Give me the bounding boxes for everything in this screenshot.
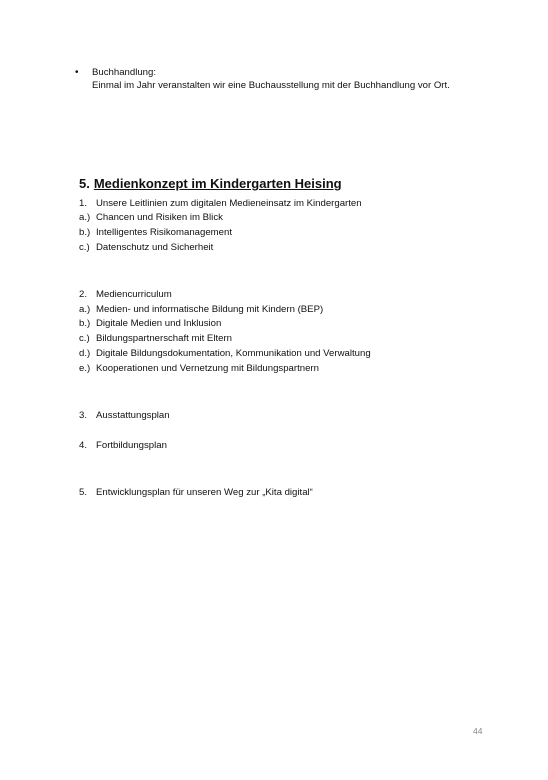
part4-title: Fortbildungsplan [96,440,167,451]
part4-number: 4. [79,440,88,451]
part2-item-text: Digitale Bildungsdokumentation, Kommunikation und Verwaltung [96,348,371,359]
part2-item-text: Digitale Medien und Inklusion [96,318,222,329]
part1-title: Unsere Leitlinien zum digitalen Medieneinsatz im Kindergarten [96,198,362,209]
part3-number: 3. [79,410,88,421]
section-number: 5. [79,176,90,191]
part5-title: Entwicklungsplan für unseren Weg zur „Kita digital“ [96,487,313,498]
part1-item-letter: c.) [79,242,90,253]
section-heading [79,176,342,192]
bullet-text: Einmal im Jahr veranstalten wir eine Buchausstellung mit der Buchhandlung vor Ort. [92,80,450,91]
page-number: 44 [473,726,483,736]
bullet-title: Buchhandlung: [92,67,157,78]
part2-item-letter: b.) [79,318,91,329]
part2-item-letter: e.) [79,363,91,374]
part2-item-letter: a.) [79,304,91,315]
part1-item-letter: b.) [79,227,91,238]
part2-title: Mediencurriculum [96,289,172,300]
part1-number: 1. [79,198,88,209]
part3-title: Ausstattungsplan [96,410,170,421]
part5-number: 5. [79,487,88,498]
part2-item-letter: d.) [79,348,91,359]
part1-item-text: Datenschutz und Sicherheit [96,242,214,253]
bullet-icon: • [75,67,79,78]
part1-item-text: Intelligentes Risikomanagement [96,227,232,238]
part2-item-text: Bildungspartnerschaft mit Eltern [96,333,232,344]
section-title: Medienkonzept im Kindergarten Heising [93,176,342,191]
part2-number: 2. [79,289,88,300]
part2-item-text: Medien- und informatische Bildung mit Kindern (BEP) [96,304,324,315]
part1-item-letter: a.) [79,212,91,223]
part1-item-text: Chancen und Risiken im Blick [96,212,223,223]
part2-item-text: Kooperationen und Vernetzung mit Bildungspartnern [96,363,319,374]
part2-item-letter: c.) [79,333,90,344]
